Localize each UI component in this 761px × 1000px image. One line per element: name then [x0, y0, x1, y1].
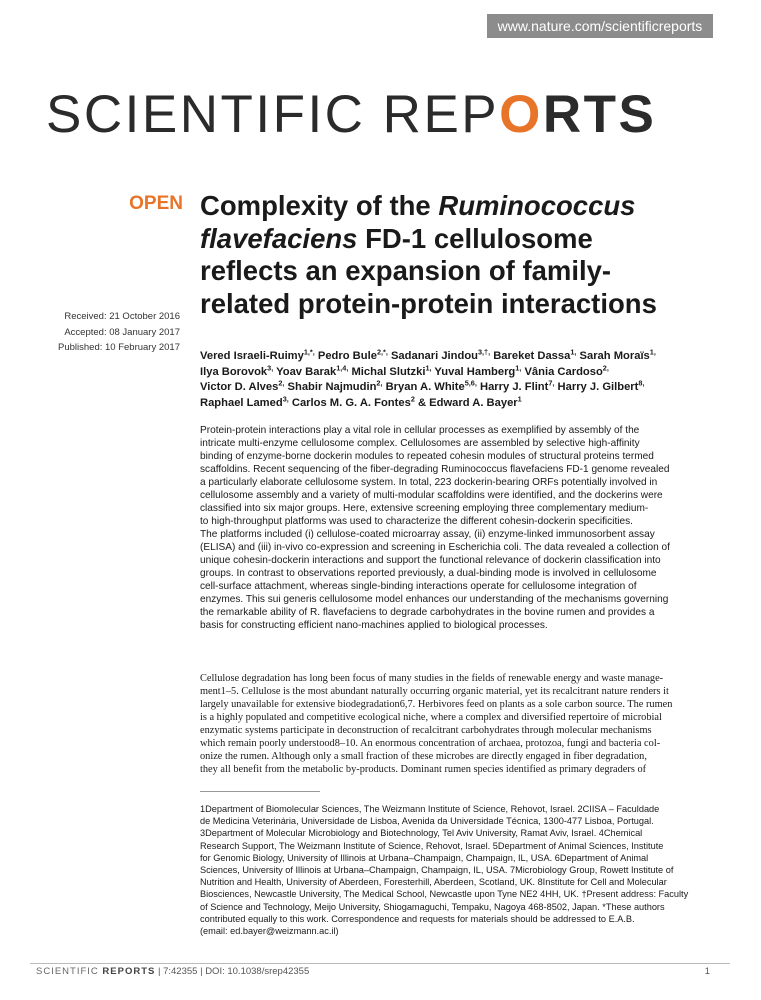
footer-doi: | 7:42355 | DOI: 10.1038/srep42355: [155, 966, 310, 977]
affiliation-line: for Genomic Biology, University of Illinois at Urbana–Champaign, Champaign, IL, USA. 6Department of Animal: [200, 852, 649, 863]
affiliation-line: de Medicina Veterinária, Universidade de Lisboa, Avenida da Universidade Técnica, 1300-477 Lisboa, Portugal.: [200, 816, 654, 827]
affiliation-line: 1Department of Biomolecular Sciences, The Weizmann Institute of Science, Rehovot, Israel. 2CIISA – Faculdade: [200, 804, 660, 814]
abstract-line: cellulosome assembly and a variety of multi-modular scaffoldins were identified, and the dockerins were: [200, 490, 663, 502]
abstract-line: binding of enzyme-borne dockerin modules to repeated cohesin modules of structural proteins termed: [200, 451, 654, 463]
affiliation-line: Nutrition and Health, University of Aberdeen, Foresterhill, Aberdeen, Scotland, UK. 8Institute for Cell and Molecular: [200, 877, 667, 888]
journal-url-link[interactable]: www.nature.com/scientificreports: [487, 14, 713, 38]
body-line: which remain poorly understood8–10. An enormous concentration of archaea, protozoa, fungi and bacteria col-: [200, 738, 661, 750]
masthead-text-end: RTS: [542, 85, 657, 144]
abstract: [200, 424, 715, 632]
abstract-line: classified into six major groups. Here, extensive screening employing three complementary medium-: [200, 503, 649, 515]
published-date: Published: 10 February 2017: [58, 342, 180, 353]
body-line: onize the rumen. Although only a small fraction of these microbes are directly engaged in fiber degradation,: [200, 751, 647, 763]
footer-brand: SCIENTIFIC REPORTS: [36, 966, 156, 977]
affiliation-line: Research Support, The Weizmann Institute of Science, Rehovot, Israel. 5Department of Animal Sciences, Institute: [200, 840, 664, 851]
author-line: Vered Israeli-Ruimy$^{1,*,}$ Pedro Bule$^{2,*,}$ Sadanari Jindou$^{3,\dagger,}$ Bareket Dassa$^{1,}$ Sarah Moraïs$^{1,}$: [200, 347, 656, 362]
body-text: [200, 672, 713, 776]
footer-citation: [36, 966, 436, 977]
abstract-line: Protein-protein interactions play a vital role in cellular processes as exemplified by assembly of the: [200, 425, 640, 436]
abstract-line: cell-surface attachment, whereas single-binding interactions operate for cellulosome integration of: [200, 581, 637, 593]
abstract-line: enzymes. This sui generis cellulosome model enhances our understanding of the mechanisms governing: [200, 594, 669, 606]
body-line: largely unavailable for extensive biodegradation6,7. Herbivores feed on plants as a sole carbon source. The rumen: [200, 699, 673, 711]
body-line: Cellulose degradation has long been focus of many studies in the fields of renewable energy and waste manage-: [200, 673, 664, 684]
journal-masthead: [46, 82, 716, 148]
affiliation-line: contributed equally to this work. Correspondence and requests for materials should be addressed to E.A.B.: [200, 913, 635, 924]
article-dates: [30, 309, 180, 356]
affiliations: [200, 803, 715, 937]
abstract-line: (ELISA) and (iii) in-vivo co-expression and screening in Escherichia coli. The data revealed a collection of: [200, 542, 670, 554]
title-line: related protein-protein interactions: [200, 287, 657, 319]
affiliation-line: 3Department of Molecular Microbiology and Biotechnology, Tel Aviv University, Ramat Aviv, Israel. 4Chemical: [200, 828, 643, 839]
title-line: Complexity of the Ruminococcus: [200, 190, 636, 221]
title-line: flavefaciens FD-1 cellulosome: [200, 222, 593, 254]
abstract-line: groups. In contrast to observations reported previously, a dual-binding mode is involved in cellulosome: [200, 568, 657, 580]
author-line: Raphael Lamed$^{3,}$ Carlos M. G. A. Fontes$^2$ & Edward A. Bayer$^1$: [200, 394, 522, 409]
body-line: enzymatic systems participate in deconstruction of recalcitrant carbohydrates through molecular mechanisms: [200, 725, 652, 737]
affiliation-line: Biosciences, Newcastle University, The Medical School, Newcastle upon Tyne NE2 4HH, UK. †Present address: Faculty: [200, 889, 689, 900]
abstract-line: The platforms included (i) cellulose-coated microarray assay, (ii) enzyme-linked immunosorbent assay: [200, 529, 655, 541]
author-list: [200, 349, 715, 411]
body-line: they all benefit from the metabolic by-products. Dominant rumen species identified as primary degraders of: [200, 764, 647, 776]
masthead-gear-o: O: [499, 85, 543, 144]
author-line: Ilya Borovok$^{3,}$ Yoav Barak$^{1,4,}$ Michal Slutzki$^{1,}$ Yuval Hamberg$^{1,}$ Vânia Cardoso$^{2,}$: [200, 362, 609, 378]
abstract-line: unique cohesin-dockerin interactions and support the functional relevance of dockerin classification into: [200, 555, 661, 567]
abstract-line: basis for constructing efficient nano-machines applied to biological processes.: [200, 620, 548, 632]
abstract-line: a particularly elaborate cellulosome system. In total, 223 dockerin-bearing ORFs potentially involved in: [200, 477, 658, 489]
page-number: 1: [704, 966, 710, 977]
received-date: Received: 21 October 2016: [64, 311, 180, 322]
affiliation-divider: [200, 791, 320, 792]
affiliation-line: Sciences, University of Illinois at Urbana–Champaign, Champaign, IL, USA. 7Microbiology Group, Rowett Institute of: [200, 865, 674, 876]
title-line: reflects an expansion of family-: [200, 255, 612, 286]
abstract-line: the remarkable ability of R. flavefaciens to degrade carbohydrates in the bovine rumen and provides a: [200, 607, 655, 619]
author-line: Victor D. Alves$^{2,}$ Shabir Najmudin$^{2,}$ Bryan A. White$^{5,6,}$ Harry J. Flint$^{7,}$ Harry J. Gilbert$^{8,}$: [200, 378, 645, 394]
body-line: is a highly populated and competitive ecological niche, where a complex and diversified repertoire of microbial: [200, 712, 662, 724]
masthead-text: SCIENTIFIC REP: [46, 85, 500, 144]
article-title: [200, 190, 720, 320]
footer-divider: [30, 963, 730, 964]
affiliation-line[interactable]: (email: ed.bayer@weizmann.ac.il): [200, 926, 339, 937]
affiliation-line: of Science and Technology, Meijo University, Shiogamaguchi, Tempaku, Nagoya 468-8502, Japan. *These authors: [200, 901, 665, 912]
abstract-line: scaffoldins. Recent sequencing of the fiber-degrading Ruminococcus flavefaciens FD-1 genome revealed: [200, 464, 670, 476]
accepted-date: Accepted: 08 January 2017: [64, 326, 180, 338]
abstract-line: to high-throughput platforms was used to characterize the different cohesin-dockerin specificities.: [200, 516, 633, 528]
body-line: ment1–5. Cellulose is the most abundant naturally occurring organic material, yet its recalcitrant nature renders it: [200, 686, 669, 698]
open-access-label: OPEN: [129, 193, 183, 214]
abstract-line: intricate multi-enzyme cellulosome complex. Cellulosomes are assembled by selective high-affinity: [200, 438, 640, 450]
